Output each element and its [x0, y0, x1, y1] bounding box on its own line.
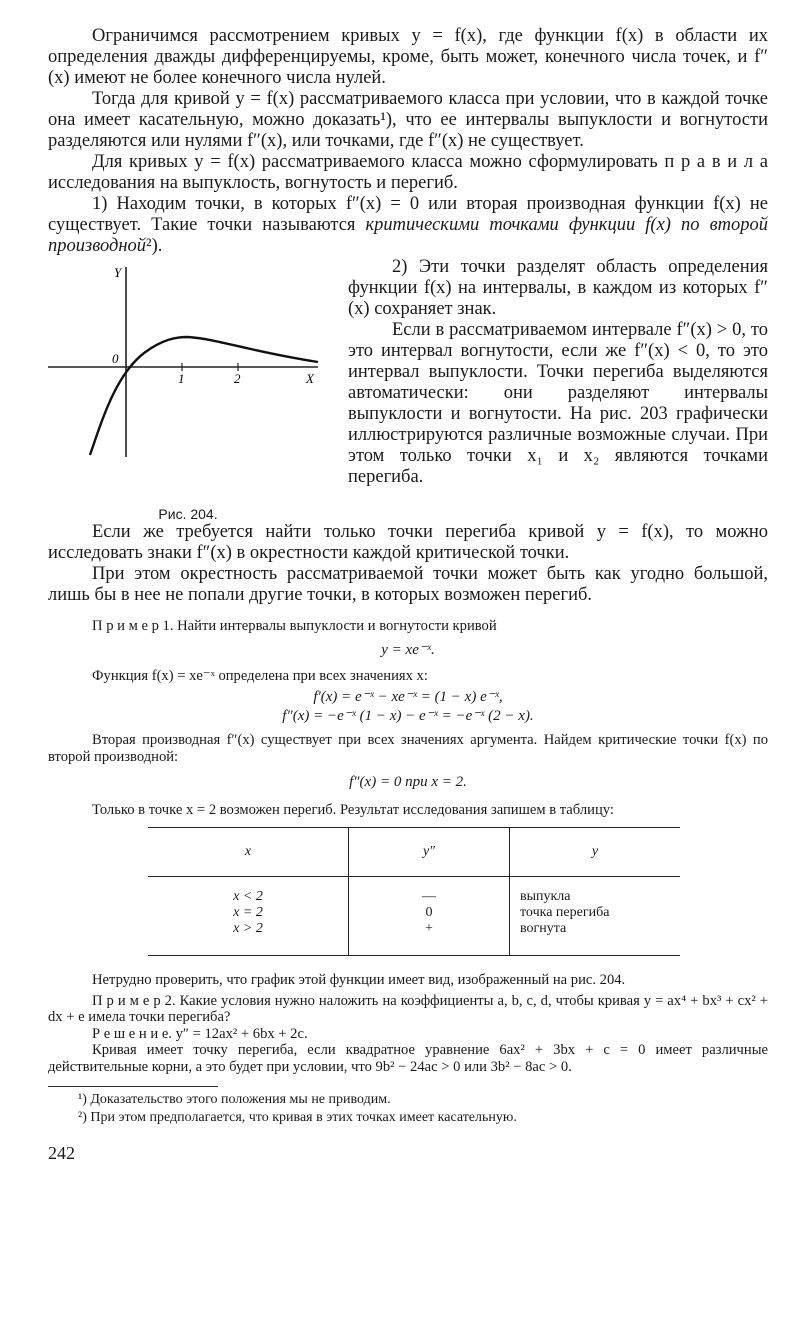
function-graph — [48, 257, 348, 502]
y-value-3: вогнута — [520, 920, 567, 936]
footnote-divider — [48, 1086, 218, 1087]
y-value-2: точка перегиба — [520, 904, 610, 920]
paragraph-inflection-search: Если же требуется найти только точки перегиба кривой y = f(x), то можно исследовать знаки f″(x) в окрестности каждой критической точки. — [48, 522, 768, 563]
tick-2-label: 2 — [234, 371, 241, 386]
figure-side-text — [348, 257, 768, 522]
example-1-second-derivative: f″(x) = −e⁻ˣ (1 − x) − e⁻ˣ = −e⁻ˣ (2 − x). — [282, 708, 534, 725]
y-axis-label: Y — [114, 265, 122, 280]
x-value-2: x = 2 — [233, 904, 263, 920]
book-page — [48, 26, 768, 1164]
y-value-1: выпукла — [520, 888, 571, 904]
example-1-heading: П р и м е р 1. Найти интервалы выпуклости и вогнутости кривой — [92, 618, 497, 634]
tick-1-label: 1 — [178, 371, 185, 386]
header-x: x — [148, 827, 349, 876]
footnote-1: ¹) Доказательство этого положения мы не приводим. — [78, 1091, 391, 1107]
example-2-heading: П р и м е р 2. Какие условия нужно наложить на коэффициенты a, b, c, d, чтобы кривая y = ax⁴ + bx³ + cx² + dx + e имела точки перегиба? — [48, 992, 768, 1026]
header-y2: y″ — [349, 827, 510, 876]
example-1-text-1: Вторая производная f″(x) существует при всех значениях аргумента. Найдем критические точки f(x) по второй производной: — [48, 732, 768, 765]
origin-label: 0 — [112, 351, 119, 366]
example-1-first-derivative: f′(x) = e⁻ˣ − xe⁻ˣ = (1 − x) e⁻ˣ, — [313, 689, 503, 706]
rule-1-start: 1) Находим точки, в которых f″(x) = 0 или вторая производная функции f(x) не существует. Такие точки называются — [48, 194, 768, 235]
result-table — [148, 827, 680, 956]
page-number: 242 — [48, 1142, 75, 1163]
paragraph-3: Для кривых y = f(x) рассматриваемого класса можно сформулировать п р а в и л а исследования на выпуклость, вогнутость и перегиб. — [48, 152, 768, 193]
paragraph-neighborhood: При этом окрестность рассматриваемой точки может быть как угодно большой, лишь бы в нее не попали другие точки, в которых возможен перегиб. — [48, 564, 768, 605]
paragraph-rule-1 — [48, 194, 768, 257]
cell-y2 — [349, 876, 510, 955]
y2-value-3: + — [425, 920, 433, 936]
x-value-1: x < 2 — [233, 888, 263, 904]
paragraph-2: Тогда для кривой y = f(x) рассматриваемого класса при условии, что в каждой точке она имеет касательную, можно доказать¹), что ее интервалы выпуклости и вогнутости разделяются или нулями f″(x), или точками, где f″(x) не существует. — [48, 89, 768, 151]
header-y: y — [510, 827, 681, 876]
example-1-conclusion: Нетрудно проверить, что график этой функции имеет вид, изображенный на рис. 204. — [92, 971, 626, 988]
cell-y — [510, 876, 681, 955]
figure-caption: Рис. 204. — [158, 506, 218, 522]
figure-204 — [48, 257, 348, 522]
x-value-3: x > 2 — [233, 920, 263, 936]
footnote-2: ²) При этом предполагается, что кривая в этих точках имеет касательную. — [78, 1109, 517, 1125]
example-1-function: Функция f(x) = xe⁻ˣ определена при всех значениях x: — [92, 667, 428, 684]
y2-value-2: 0 — [425, 904, 433, 920]
curve-xe-x — [90, 337, 318, 455]
rule-1-term: критическими точками функции f(x) по второй производной — [48, 215, 769, 256]
example-1-critical-point: f″(x) = 0 при x = 2. — [349, 774, 467, 791]
example-2-text: Кривая имеет точку перегиба, если квадратное уравнение 6ax² + 3bx + c = 0 имеет различные действительные корни, а это будет при условии, что 9b² − 24ac > 0 или 3b² − 8ac > 0. — [48, 1042, 768, 1075]
y2-value-1: — — [422, 888, 436, 904]
x-axis-label: X — [306, 371, 314, 386]
table-header-row — [148, 827, 680, 876]
paragraph-rule-2: 2) Эти точки разделят область определения функции f(x) на интервалы, в каждом из которых f″(x) сохраняет знак. — [348, 257, 768, 319]
rule-1-end: ²). — [146, 236, 163, 256]
figure-block — [48, 257, 768, 522]
example-2-solution: Р е ш е н и е. y″ = 12ax² + 6bx + 2c. — [92, 1025, 308, 1042]
example-1-equation: y = xe⁻ˣ. — [381, 641, 435, 658]
cell-x — [148, 876, 349, 955]
paragraph-rule-3: Если в рассматриваемом интервале f″(x) > 0, то это интервал вогнутости, если же f″(x) < 0, то это интервал выпуклости. Точки перегиба выделяются автоматически: они разделяют интервалы выпуклости и вогнутости. На рис. 203 графически иллюстрируются различные возможные случаи. При этом только точки x₁ и x₂ являются точками перегиба. — [348, 320, 768, 487]
table-row — [148, 876, 680, 955]
example-1-text-2: Только в точке x = 2 возможен перегиб. Результат исследования запишем в таблицу: — [92, 802, 614, 819]
paragraph-1: Ограничимся рассмотрением кривых y = f(x), где функции f(x) в области их определения дважды дифференцируемы, кроме, быть может, конечного числа точек, и f″(x) имеют не более конечного числа нулей. — [48, 26, 768, 88]
